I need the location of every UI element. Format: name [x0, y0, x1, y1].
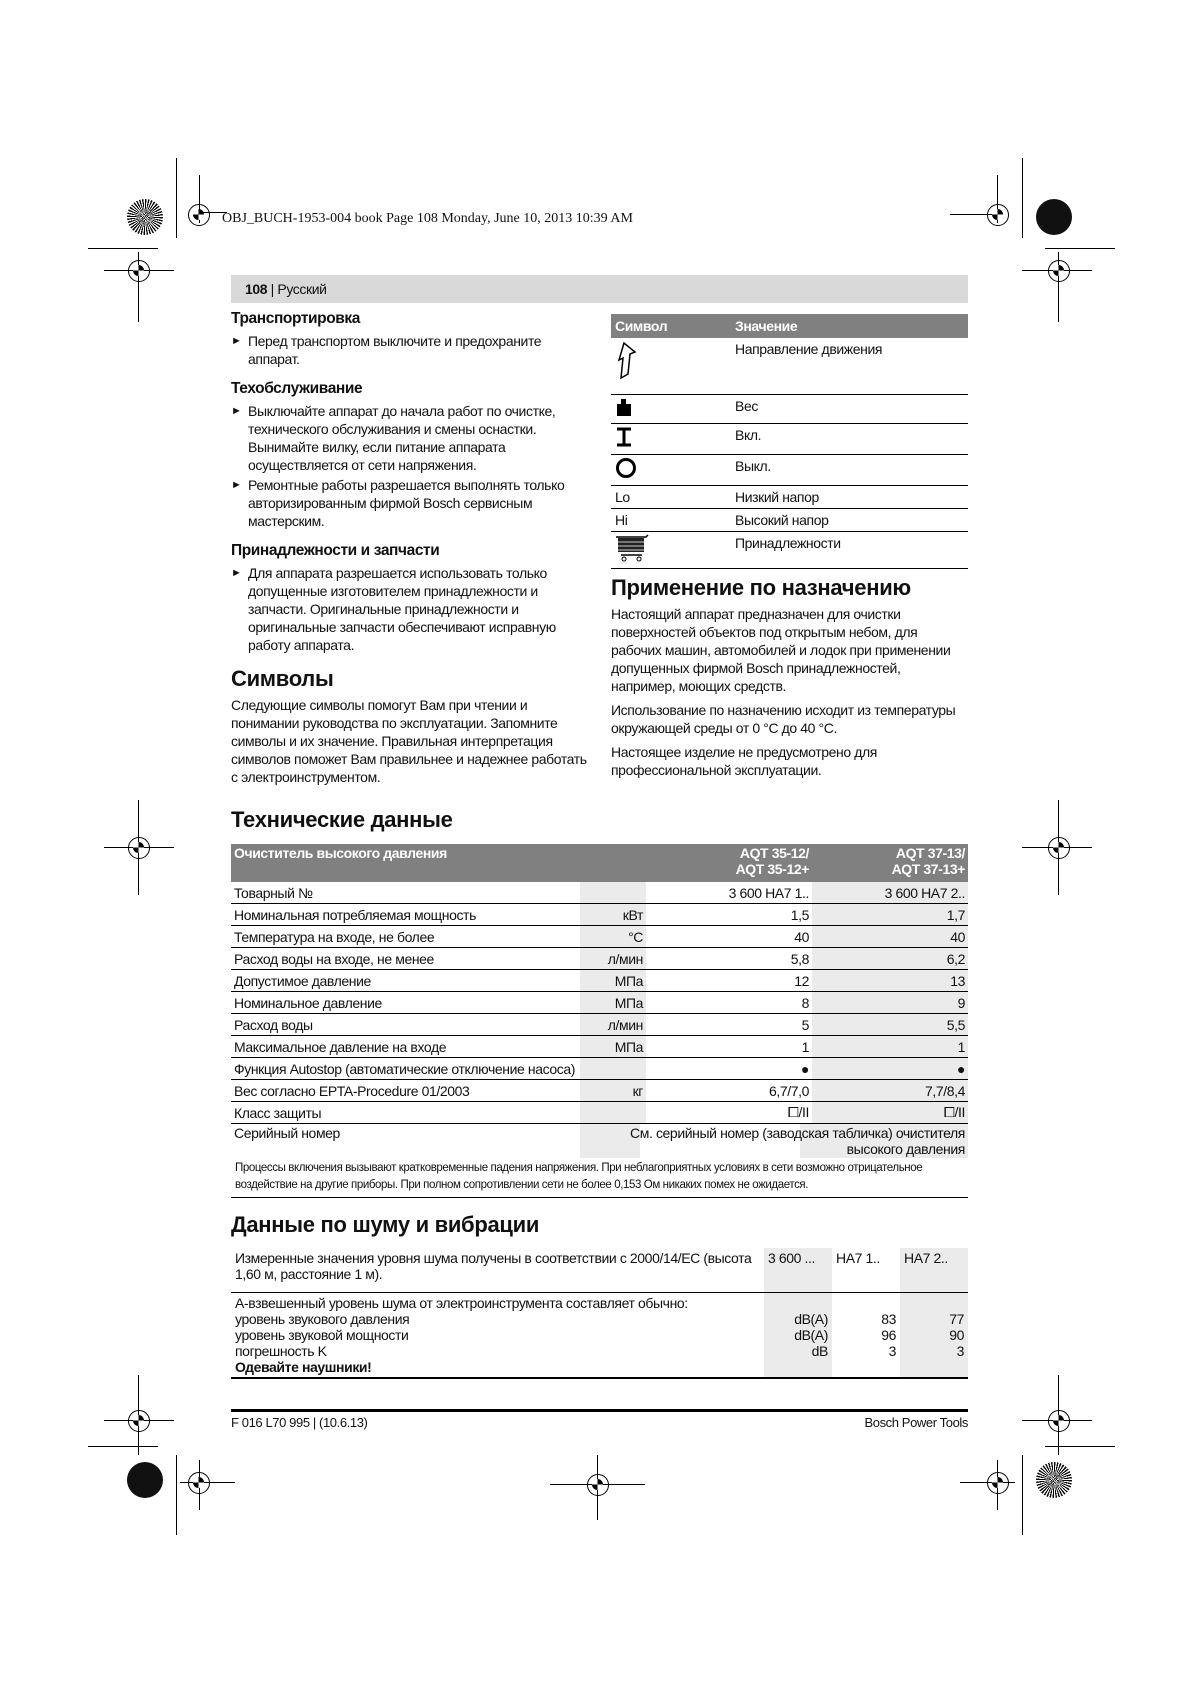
symbols-text: Следующие символы помогут Вам при чтении и понимании руководства по эксплуатации. Запомните символы и их значение. Правильная интерпретация символов поможет Вам правильнее и надежнее работать с электроинструментом.	[231, 697, 587, 785]
footer-rule	[231, 1409, 968, 1412]
symbols-header-meaning: Значение	[731, 314, 968, 338]
symbols-heading: Символы	[231, 666, 334, 691]
intended-use-heading: Применение по назначению	[611, 575, 911, 600]
row-unit: МПа	[580, 992, 646, 1014]
row-label: Номинальное давление	[231, 992, 580, 1014]
model1-line1: AQT 35-12/	[739, 845, 809, 861]
table-row	[231, 1124, 968, 1159]
registration-target-icon	[1048, 260, 1070, 282]
noise-value-2: 3	[956, 1343, 964, 1359]
row-value-1: 8	[646, 992, 812, 1014]
noise-col-header: HA7 2..	[900, 1248, 968, 1293]
noise-value-2: 77	[949, 1311, 964, 1327]
serial-value-line1: См. серийный номер (заводская табличка) очистителя	[630, 1125, 965, 1141]
row-value-2: 7,7/8,4	[812, 1080, 968, 1102]
row-value-1: 1,5	[646, 904, 812, 926]
row-label: Функция Autostop (автоматические отключение насоса)	[231, 1058, 580, 1080]
row-label: Вес согласно EPTA-Procedure 01/2003	[231, 1080, 580, 1102]
table-row	[231, 1058, 968, 1080]
row-unit: кВт	[580, 904, 646, 926]
intended-use-paragraph: Настоящее изделие не предусмотрено для профессиональной эксплуатации.	[611, 744, 877, 778]
row-unit	[580, 1058, 646, 1080]
row-value-2: 1,7	[812, 904, 968, 926]
table-row	[611, 509, 968, 532]
symbols-header-symbol: Символ	[611, 314, 731, 338]
table-row	[231, 992, 968, 1014]
row-label: Серийный номер	[234, 1125, 340, 1141]
noise-heading: Данные по шуму и вибрации	[231, 1212, 540, 1237]
registration-solid-icon	[127, 1462, 163, 1498]
symbol-meaning: Выкл.	[731, 455, 968, 486]
ear-protection-warning: Одевайте наушники!	[235, 1359, 372, 1375]
row-label: Допустимое давление	[231, 970, 580, 992]
row-label: Класс защиты	[231, 1102, 580, 1124]
row-unit: л/мин	[580, 948, 646, 970]
registration-target-icon	[1048, 837, 1070, 859]
row-value-1: 5,8	[646, 948, 812, 970]
power-off-icon	[615, 457, 637, 479]
row-label: Номинальная потребляемая мощность	[231, 904, 580, 926]
row-value-2: 5,5	[812, 1014, 968, 1036]
registration-solid-icon	[1036, 199, 1072, 235]
table-row	[611, 532, 968, 569]
symbol-meaning: Высокий напор	[731, 509, 968, 532]
row-unit	[580, 882, 646, 904]
model2-line1: AQT 37-13/	[895, 845, 965, 861]
row-label: Товарный №	[231, 882, 580, 904]
footer-doc-number: F 016 L70 995 | (10.6.13)	[231, 1415, 368, 1430]
row-value-1: 3 600 HA7 1..	[646, 882, 812, 904]
language-label: Русский	[277, 281, 327, 297]
registration-target-icon	[587, 1474, 609, 1496]
row-unit: °C	[580, 926, 646, 948]
registration-target-icon	[1048, 1410, 1070, 1432]
model2-line2: AQT 37-13+	[891, 861, 965, 877]
table-row	[231, 1080, 968, 1102]
autostop-bullet-icon: ●	[812, 1058, 968, 1080]
symbol-hi: Hi	[611, 509, 731, 532]
row-value-2: 3 600 HA7 2..	[812, 882, 968, 904]
maintenance-bullet: ► Выключайте аппарат до начала работ по очистке, технического обслуживания и смены оснастки. Вынимайте вилку, если питание аппарата осуществляется от сети напряжения.	[231, 402, 587, 474]
registration-target-icon	[188, 1472, 210, 1494]
noise-value-1: 96	[881, 1327, 896, 1343]
page-bar	[231, 275, 968, 303]
registration-target-icon	[128, 1410, 150, 1432]
intended-use-paragraph: Настоящий аппарат предназначен для очистки поверхностей объектов под открытым небом, для рабочих машин, автомобилей и лодок при применении допущенных фирмой Bosch принадлежностей, например, моющих средств.	[611, 606, 951, 694]
row-unit: МПа	[580, 1036, 646, 1058]
separator: |	[267, 281, 278, 297]
protection-class-icon: ⧠/II	[646, 1102, 812, 1124]
row-value-2: 1	[812, 1036, 968, 1058]
table-row	[611, 424, 968, 455]
table-row	[231, 970, 968, 992]
symbol-meaning: Вкл.	[731, 424, 968, 455]
row-unit: МПа	[580, 970, 646, 992]
symbol-meaning: Низкий напор	[731, 486, 968, 509]
noise-value-1: 83	[881, 1311, 896, 1327]
row-label: Температура на входе, не более	[231, 926, 580, 948]
voltage-note: Процессы включения вызывают кратковременные падения напряжения. При неблагоприятных условиях в сети возможно отрицательное воздействие на другие приборы. При полном сопротивлении сети не более 0,153 Ом никаких помех не ожидается.	[231, 1160, 968, 1198]
noise-value-1: 3	[888, 1343, 896, 1359]
tech-data-heading: Технические данные	[231, 807, 453, 832]
registration-target-icon	[188, 204, 210, 226]
row-unit: кг	[580, 1080, 646, 1102]
accessories-heading: Принадлежности и запчасти	[231, 542, 440, 559]
table-row	[611, 338, 968, 395]
registration-sunburst-icon	[1036, 1462, 1072, 1498]
right-column	[611, 314, 968, 785]
table-row	[231, 926, 968, 948]
tech-header-label: Очиститель высокого давления	[231, 844, 580, 882]
protection-class-icon: ⧠/II	[812, 1102, 968, 1124]
registration-sunburst-icon	[127, 199, 163, 235]
registration-target-icon	[987, 1472, 1009, 1494]
noise-row-label: уровень звукового давления	[235, 1311, 410, 1327]
symbol-lo: Lo	[611, 486, 731, 509]
footer-brand: Bosch Power Tools	[864, 1415, 968, 1430]
left-column	[231, 310, 587, 792]
noise-unit: dB	[811, 1343, 828, 1359]
table-row	[231, 1102, 968, 1124]
row-value-2: 40	[812, 926, 968, 948]
transport-bullet: ► Перед транспортом выключите и предохраните аппарат.	[231, 332, 587, 368]
row-value-1: 40	[646, 926, 812, 948]
row-label: Расход воды на входе, не менее	[231, 948, 580, 970]
autostop-bullet-icon: ●	[646, 1058, 812, 1080]
symbol-meaning: Принадлежности	[731, 532, 968, 569]
serial-value-line2: высокого давления	[846, 1141, 965, 1157]
symbol-meaning: Вес	[731, 395, 968, 424]
power-on-icon	[615, 426, 633, 448]
row-value-1: 1	[646, 1036, 812, 1058]
row-value-2: 6,2	[812, 948, 968, 970]
symbol-meaning: Направление движения	[731, 338, 968, 395]
maintenance-bullet: ► Ремонтные работы разрешается выполнять только авторизированным фирмой Bosch сервисным мастерским.	[231, 476, 587, 530]
weight-icon	[615, 397, 633, 417]
table-row	[231, 1036, 968, 1058]
tech-data-table	[231, 844, 968, 1158]
registration-target-icon	[128, 260, 150, 282]
table-row	[611, 455, 968, 486]
noise-row-label: уровень звуковой мощности	[235, 1327, 409, 1343]
row-unit: л/мин	[580, 1014, 646, 1036]
table-row	[231, 948, 968, 970]
row-label: Расход воды	[231, 1014, 580, 1036]
registration-target-icon	[987, 204, 1009, 226]
table-row	[231, 904, 968, 926]
registration-target-icon	[128, 837, 150, 859]
page-number: 108	[245, 281, 268, 297]
accessories-bullet: ► Для аппарата разрешается использовать только допущенные изготовителем принадлежности и запчасти. Оригинальные принадлежности и оригинальные запчасти обеспечивают исправную работу аппарата.	[231, 564, 587, 654]
table-row	[231, 1014, 968, 1036]
transport-heading: Транспортировка	[231, 310, 361, 327]
cart-icon	[615, 534, 649, 562]
noise-lead: А-взвешенный уровень шума от электроинструмента составляет обычно:	[235, 1295, 688, 1311]
noise-value-2: 90	[949, 1327, 964, 1343]
arrow-up-icon	[615, 340, 637, 380]
row-label: Максимальное давление на входе	[231, 1036, 580, 1058]
model1-line2: AQT 35-12+	[735, 861, 809, 877]
intended-use-paragraph: Использование по назначению исходит из температуры окружающей среды от 0 °C до 40 °C.	[611, 702, 956, 736]
table-row	[611, 395, 968, 424]
noise-unit: dB(A)	[794, 1311, 828, 1327]
row-value-1: 6,7/7,0	[646, 1080, 812, 1102]
row-value-2: 13	[812, 970, 968, 992]
noise-unit: dB(A)	[794, 1327, 828, 1343]
noise-col-header: 3 600 ...	[764, 1248, 832, 1293]
noise-table	[231, 1248, 968, 1379]
row-value-1: 12	[646, 970, 812, 992]
symbols-table	[611, 314, 968, 569]
noise-col-header: HA7 1..	[832, 1248, 900, 1293]
row-value-2: 9	[812, 992, 968, 1014]
row-value-1: 5	[646, 1014, 812, 1036]
print-header: OBJ_BUCH-1953-004 book Page 108 Monday, June 10, 2013 10:39 AM	[222, 211, 633, 226]
noise-row-label: погрешность K	[235, 1343, 327, 1359]
table-row	[231, 882, 968, 904]
noise-intro: Измеренные значения уровня шума получены в соответствии с 2000/14/EC (высота 1,60 м, расстояние 1 м).	[231, 1248, 764, 1293]
row-unit	[580, 1102, 646, 1124]
maintenance-heading: Техобслуживание	[231, 380, 363, 397]
table-row	[611, 486, 968, 509]
